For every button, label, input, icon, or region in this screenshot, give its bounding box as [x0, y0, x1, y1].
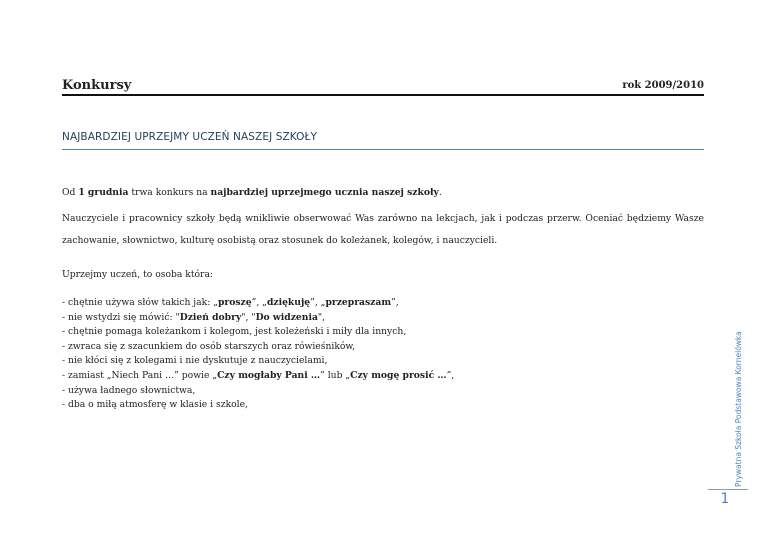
school-name-vertical: Prywatna Szkoła Podstawowa Kornelówka [734, 331, 743, 487]
page-number: 1 [720, 491, 730, 507]
list-item: - dba o miłą atmosferę w klasie i szkole, [62, 399, 248, 411]
intro-date: 1 grudnia [78, 187, 129, 198]
list-bold: przepraszam [325, 297, 392, 308]
list-item: - nie kłóci się z kolegami i nie dyskutuje z nauczycielami, [62, 355, 328, 367]
list-text: ”, „ [310, 297, 326, 308]
list-bold: Czy mogę prosić … [350, 369, 447, 381]
list-text: ”, [446, 369, 455, 381]
list-item [62, 311, 662, 326]
intro-paragraph [62, 182, 704, 204]
list-text: ", " [241, 311, 256, 323]
list-item [62, 369, 662, 384]
list-item: - zwraca się z szacunkiem do osób starszych oraz rówieśników, [62, 340, 356, 352]
list-item [62, 296, 662, 311]
list-text: - chętnie używa słów takich jak: „ [62, 297, 218, 308]
header-year: rok 2009/2010 [622, 80, 704, 91]
page-header [62, 78, 704, 96]
list-text: ”, „ [251, 297, 267, 308]
document-title: NAJBARDZIEJ UPRZEJMY UCZEŃ NASZEJ SZKOŁY [62, 131, 704, 150]
header-section-title: Konkursy [62, 78, 132, 93]
criteria-list [62, 296, 662, 413]
page-number-divider [708, 489, 748, 490]
list-lead: Uprzejmy uczeń, to osoba która: [62, 269, 214, 280]
list-item: - używa ładnego słownictwa, [62, 384, 196, 396]
intro-text-1: Od [62, 187, 79, 198]
list-item: - chętnie pomaga koleżankom i kolegom, jest koleżeński i miły dla innych, [62, 326, 407, 338]
list-text: - nie wstydzi się mówić: " [62, 311, 180, 323]
list-bold: dziękuję [266, 297, 311, 308]
list-bold: Do widzenia [255, 311, 318, 323]
list-bold: proszę [217, 297, 252, 308]
list-bold: Czy mogłaby Pani … [217, 369, 321, 381]
observation-paragraph: Nauczyciele i pracownicy szkoły będą wnikliwie obserwować Was zarówno na lekcjach, jak i podczas przerw. Oceniać będziemy Wasze zachowanie, słownictwo, kulturę osobistą oraz stosunek do koleżanek, kolegów, i nauczycieli. [62, 213, 704, 246]
list-bold: Dzień dobry [179, 311, 242, 323]
intro-text-3: . [438, 187, 442, 198]
list-text: ” lub „ [320, 369, 351, 381]
intro-text-2: trwa konkurs na [128, 187, 211, 198]
list-text: ”, [391, 297, 399, 308]
list-text: ", [317, 311, 326, 323]
intro-contest-name: najbardziej uprzejmego ucznia naszej szkoły [210, 187, 439, 198]
list-text: - zamiast „Niech Pani …” powie „ [62, 369, 218, 381]
